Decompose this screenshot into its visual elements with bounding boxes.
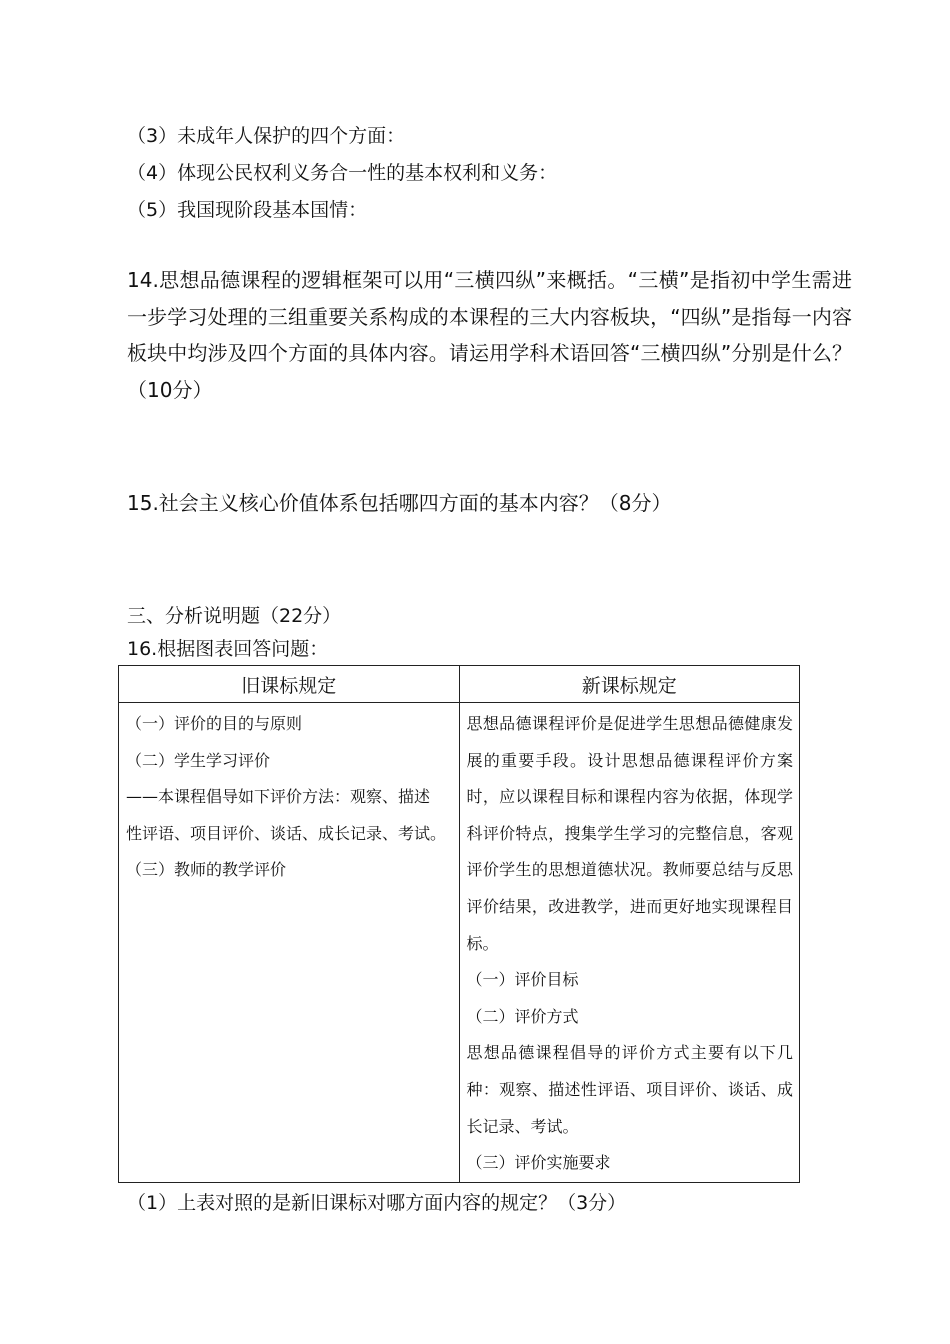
new-paragraph-2: 思想品德课程倡导的评价方式主要有以下几种：观察、描述性评语、项目评价、谈话、成长记录、考试。 bbox=[466, 1043, 793, 1136]
item-3: （3）未成年人保护的四个方面： bbox=[127, 125, 406, 147]
new-standard-cell bbox=[459, 703, 800, 1183]
old-line: 性评语、项目评价、谈话、成长记录、考试。 bbox=[126, 823, 447, 843]
item-5: （5）我国现阶段基本国情： bbox=[127, 199, 368, 221]
new-line-last: （三）评价实施要求 bbox=[466, 1153, 611, 1173]
old-line: （一）评价的目的与原则 bbox=[126, 714, 303, 733]
new-line: （一）评价目标 bbox=[466, 970, 579, 990]
question-16: 16.根据图表回答问题： bbox=[127, 638, 329, 660]
new-line: （二）评价方式 bbox=[466, 1006, 579, 1026]
question-14: 14.思想品德课程的逻辑框架可以用“三横四纵”来概括。“三横”是指初中学生需进一步学习处理的三组重要关系构成的本课程的三大内容板块，“四纵”是指每一内容板块中均涉及四个方面的具体内容。请运用学科术语回答“三横四纵”分别是什么？（10分） bbox=[127, 268, 852, 402]
new-paragraph: 思想品德课程评价是促进学生思想品德健康发展的重要手段。设计思想品德课程评价方案时，应以课程目标和课程内容为依据，体现学科评价特点，搜集学生学习的完整信息，客观评价学生的思想道德状况。教师要总结与反思评价结果，改进教学，进而更好地实现课程目标。 bbox=[466, 714, 793, 953]
header-new: 新课标规定 bbox=[459, 666, 800, 703]
old-line: （三）教师的教学评价 bbox=[126, 860, 287, 880]
old-line: ——本课程倡导如下评价方法：观察、描述 bbox=[126, 787, 431, 807]
table-row bbox=[119, 703, 800, 1183]
old-standard-cell bbox=[119, 703, 460, 1183]
table-header-row bbox=[119, 666, 800, 703]
item-4: （4）体现公民权利义务合一性的基本权利和义务： bbox=[127, 162, 558, 184]
question-15: 15.社会主义核心价值体系包括哪四方面的基本内容？（8分） bbox=[127, 491, 672, 515]
comparison-table bbox=[118, 665, 800, 1183]
header-old: 旧课标规定 bbox=[119, 666, 460, 703]
question-16-1: （1）上表对照的是新旧课标对哪方面内容的规定？（3分） bbox=[127, 1192, 627, 1214]
section-3-heading: 三、分析说明题（22分） bbox=[127, 605, 342, 627]
old-line: （二）学生学习评价 bbox=[126, 750, 271, 770]
